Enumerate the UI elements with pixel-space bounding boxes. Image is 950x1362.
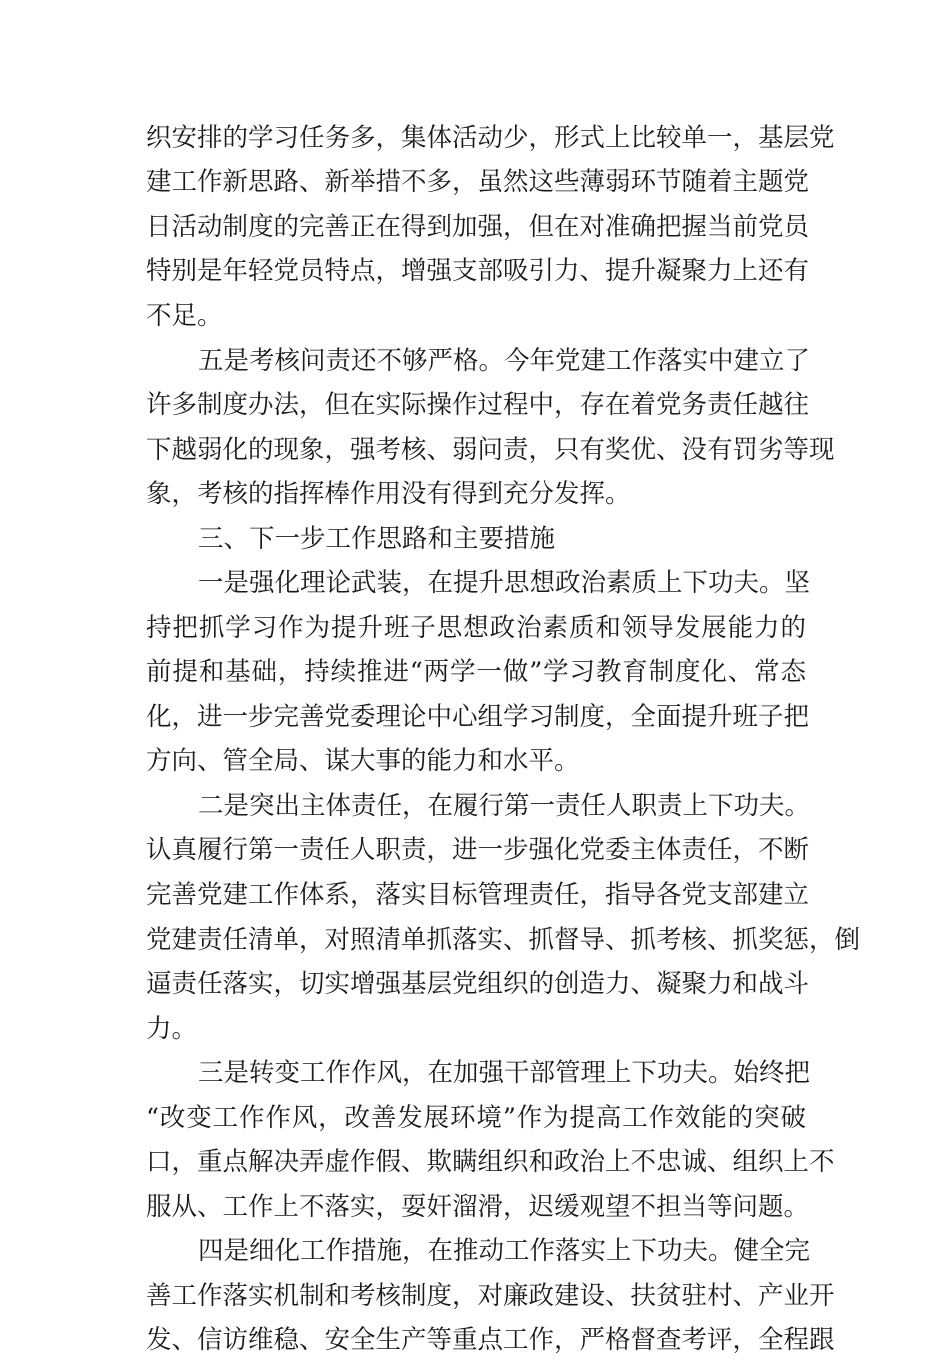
- paragraph-line: 织安排的学习任务多，集体活动少，形式上比较单一，基层党: [146, 123, 835, 153]
- paragraph-line: 建工作新思路、新举措不多，虽然这些薄弱环节随着主题党: [146, 167, 810, 197]
- paragraph-line: 服从、工作上不落实，耍奸溜滑，迟缓观望不担当等问题。: [146, 1192, 810, 1222]
- paragraph-line: 认真履行第一责任人职责，进一步强化党委主体责任，不断: [146, 835, 810, 865]
- paragraph-line: 日活动制度的完善正在得到加强，但在对准确把握当前党员: [146, 212, 810, 242]
- paragraph-line: 象，考核的指挥棒作用没有得到充分发挥。: [146, 479, 631, 509]
- paragraph-line: 逼责任落实，切实增强基层党组织的创造力、凝聚力和战斗: [146, 969, 810, 999]
- paragraph-line: 口，重点解决弄虚作假、欺瞒组织和政治上不忠诚、组织上不: [146, 1147, 835, 1177]
- paragraph-line: 不足。: [146, 301, 223, 331]
- paragraph-line: “改变工作作风，改善发展环境”作为提高工作效能的突破: [146, 1103, 806, 1133]
- paragraph-line: 完善党建工作体系，落实目标管理责任，指导各党支部建立: [146, 880, 810, 910]
- paragraph-line: 化，进一步完善党委理论中心组学习制度，全面提升班子把: [146, 702, 810, 732]
- paragraph-line: 善工作落实机制和考核制度，对廉政建设、扶贫驻村、产业开: [146, 1281, 835, 1311]
- paragraph-line: 五是考核问责还不够严格。今年党建工作落实中建立了: [198, 346, 811, 376]
- paragraph-line: 党建责任清单，对照清单抓落实、抓督导、抓考核、抓奖惩，倒: [146, 925, 861, 955]
- section-heading: 三、下一步工作思路和主要措施: [198, 524, 556, 554]
- paragraph-line: 四是细化工作措施，在推动工作落实上下功夫。健全完: [198, 1236, 811, 1266]
- paragraph-line: 下越弱化的现象，强考核、弱问责，只有奖优、没有罚劣等现: [146, 435, 835, 465]
- paragraph-line: 特别是年轻党员特点，增强支部吸引力、提升凝聚力上还有: [146, 256, 810, 286]
- paragraph-line: 前提和基础，持续推进“两学一做”学习教育制度化、常态: [146, 657, 806, 687]
- paragraph-line: 方向、管全局、谋大事的能力和水平。: [146, 746, 580, 776]
- paragraph-line: 发、信访维稳、安全生产等重点工作，严格督查考评，全程跟: [146, 1325, 835, 1355]
- paragraph-line: 持把抓学习作为提升班子思想政治素质和领导发展能力的: [146, 613, 806, 643]
- paragraph-line: 三是转变工作作风，在加强干部管理上下功夫。始终把: [198, 1058, 811, 1088]
- paragraph-line: 许多制度办法，但在实际操作过程中，存在着党务责任越往: [146, 390, 810, 420]
- paragraph-line: 力。: [146, 1014, 198, 1044]
- paragraph-line: 一是强化理论武装，在提升思想政治素质上下功夫。坚: [198, 568, 811, 598]
- paragraph-line: 二是突出主体责任，在履行第一责任人职责上下功夫。: [198, 791, 811, 821]
